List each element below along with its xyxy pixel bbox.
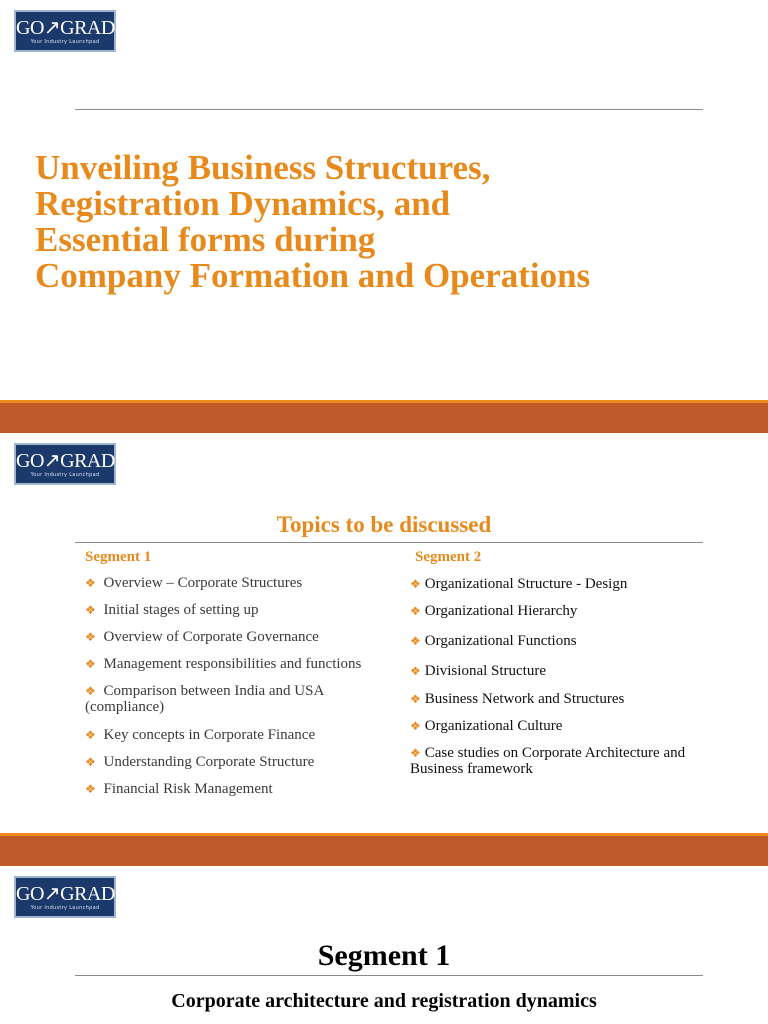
segment-1-heading: Segment 1: [85, 549, 152, 565]
list-item: ❖ Comparison between India and USA (compliance): [85, 683, 324, 715]
diamond-bullet-icon: ❖: [85, 755, 96, 769]
diamond-bullet-icon: ❖: [85, 684, 96, 698]
slide-2: [0, 433, 768, 833]
diamond-bullet-icon: ❖: [85, 657, 96, 671]
slide-separator: [0, 833, 768, 866]
slide-1: [0, 0, 768, 400]
logo-tagline: Your Industry Launchpad: [30, 472, 100, 478]
logo-word: GO↗GRAD: [16, 450, 115, 472]
title-line: Registration Dynamics, and: [35, 184, 451, 223]
list-item: ❖ Understanding Corporate Structure: [85, 754, 315, 770]
segment-title: Segment 1: [317, 939, 451, 972]
logo-word: GO↗GRAD: [16, 883, 115, 905]
logo-tagline: Your Industry Launchpad: [30, 39, 100, 45]
diamond-bullet-icon: ❖: [85, 728, 96, 742]
list-item: ❖ Divisional Structure: [410, 663, 546, 679]
segment-subtitle: Corporate architecture and registration dynamics: [171, 990, 597, 1012]
segment-2-heading: Segment 2: [415, 549, 482, 565]
list-item: ❖ Organizational Structure - Design: [410, 576, 628, 592]
list-item: ❖ Overview – Corporate Structures: [85, 575, 303, 591]
diamond-bullet-icon: ❖: [410, 746, 421, 760]
diamond-bullet-icon: ❖: [410, 692, 421, 706]
list-item: ❖ Organizational Culture: [410, 718, 563, 734]
list-item: ❖ Organizational Hierarchy: [410, 603, 578, 619]
title-line: Essential forms during: [35, 220, 376, 259]
topics-title: Topics to be discussed: [276, 512, 492, 537]
gograd-logo: [14, 876, 116, 918]
topics-divider: [75, 542, 703, 543]
title-line: Company Formation and Operations: [35, 256, 591, 295]
diamond-bullet-icon: ❖: [85, 630, 96, 644]
slide-3: [0, 866, 768, 1024]
slide-title: [35, 150, 735, 294]
title-divider: [75, 109, 703, 110]
title-line: Unveiling Business Structures,: [35, 148, 491, 187]
diamond-bullet-icon: ❖: [410, 634, 421, 648]
segment-divider: [75, 975, 703, 976]
diamond-bullet-icon: ❖: [410, 664, 421, 678]
diamond-bullet-icon: ❖: [85, 576, 96, 590]
diamond-bullet-icon: ❖: [410, 577, 421, 591]
diamond-bullet-icon: ❖: [410, 719, 421, 733]
logo-word: GO↗GRAD: [16, 17, 115, 39]
gograd-logo: [14, 443, 116, 485]
list-item: ❖ Organizational Functions: [410, 633, 577, 649]
logo-tagline: Your Industry Launchpad: [30, 905, 100, 911]
list-item: ❖ Overview of Corporate Governance: [85, 629, 319, 645]
diamond-bullet-icon: ❖: [85, 782, 96, 796]
list-item: ❖ Business Network and Structures: [410, 691, 625, 707]
list-item: ❖ Management responsibilities and functions: [85, 656, 362, 672]
slide-separator: [0, 400, 768, 433]
list-item: ❖ Case studies on Corporate Architecture and Business framework: [410, 745, 686, 777]
diamond-bullet-icon: ❖: [410, 604, 421, 618]
list-item: ❖ Key concepts in Corporate Finance: [85, 727, 316, 743]
diamond-bullet-icon: ❖: [85, 603, 96, 617]
list-item: ❖ Initial stages of setting up: [85, 602, 259, 618]
list-item: ❖ Financial Risk Management: [85, 781, 273, 797]
gograd-logo: [14, 10, 116, 52]
